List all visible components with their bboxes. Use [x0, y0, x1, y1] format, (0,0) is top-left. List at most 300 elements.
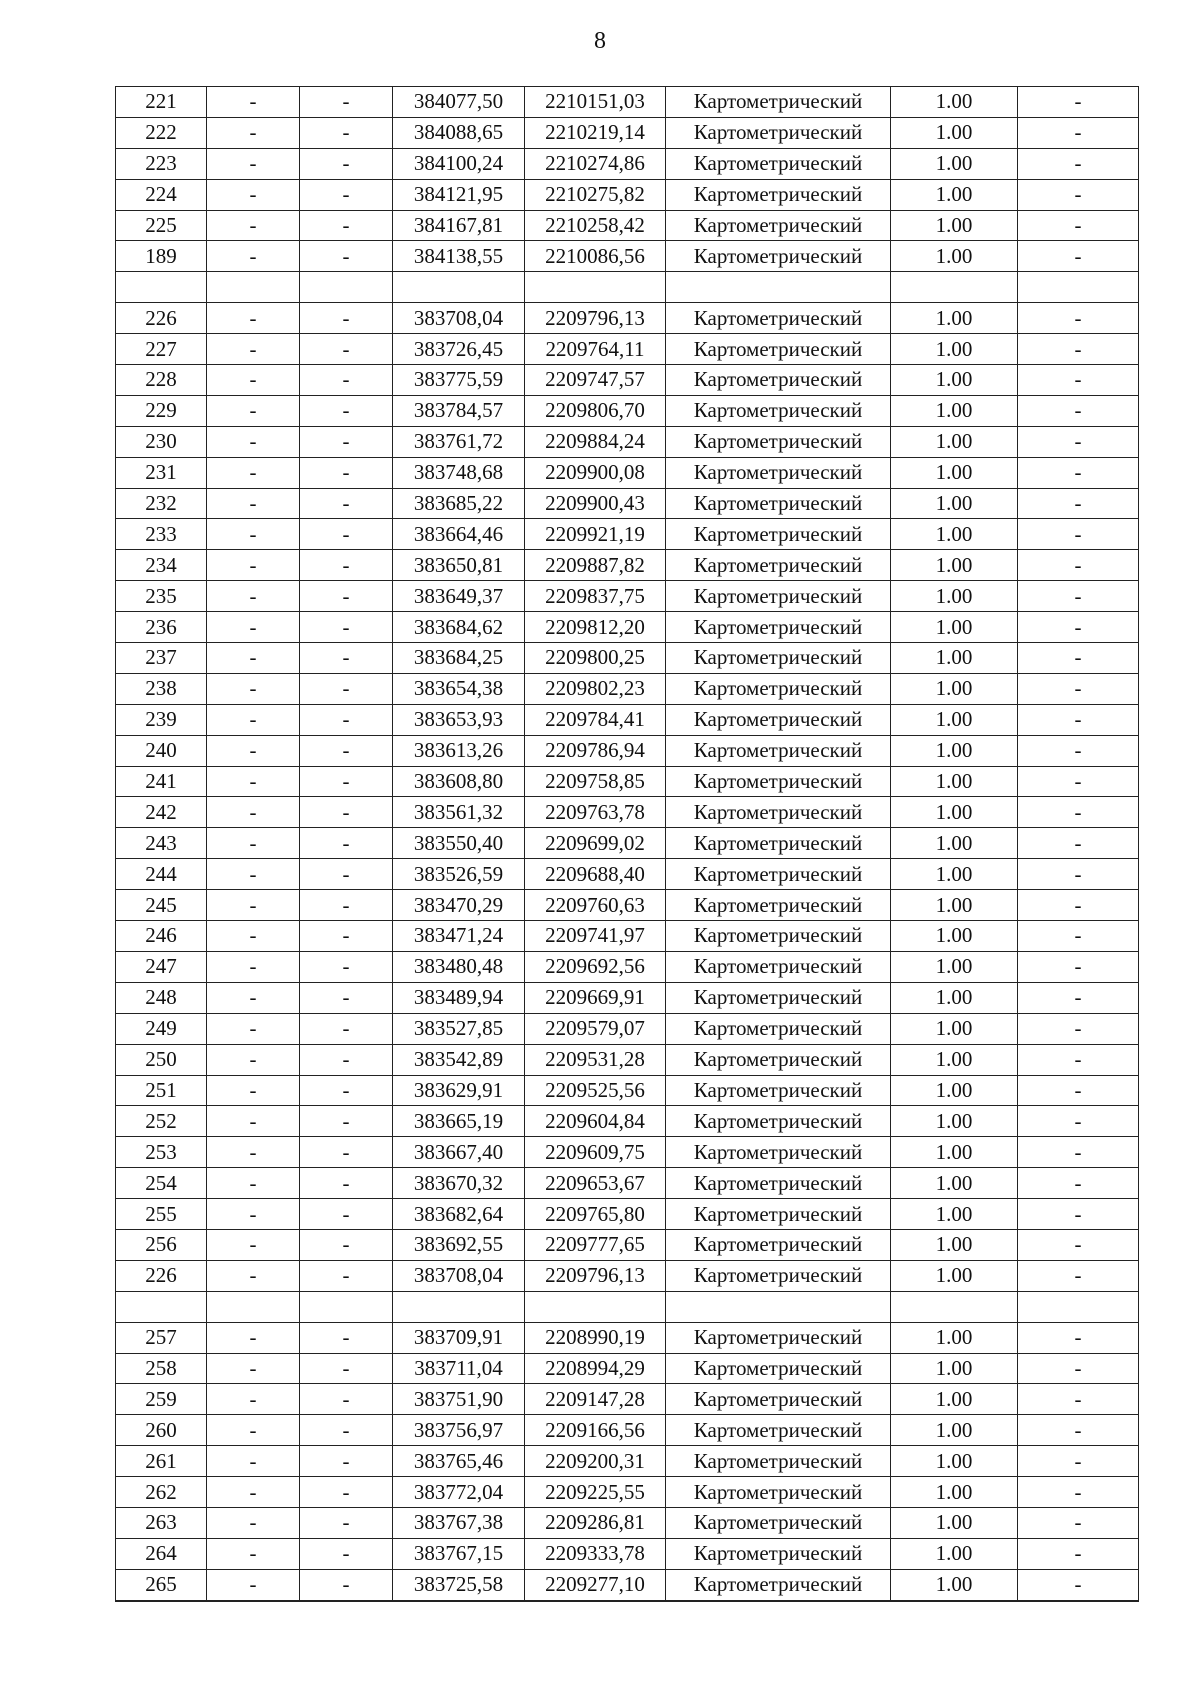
note-cell: - [1018, 828, 1139, 859]
point-number-cell: 250 [116, 1044, 207, 1075]
table-row [116, 643, 1139, 674]
note-cell: - [1018, 951, 1139, 982]
y-coordinate-cell: 2209147,28 [525, 1384, 666, 1415]
y-coordinate-cell: 2209763,78 [525, 797, 666, 828]
x-coordinate-cell: 383684,25 [393, 643, 525, 674]
table-row [116, 1229, 1139, 1260]
method-cell: Картометрический [666, 1013, 891, 1044]
point-number-cell: 260 [116, 1415, 207, 1446]
column-2-cell: - [207, 148, 300, 179]
column-3-cell [300, 272, 393, 303]
method-cell: Картометрический [666, 1384, 891, 1415]
accuracy-cell: 1.00 [891, 1384, 1018, 1415]
column-3-cell: - [300, 1106, 393, 1137]
method-cell: Картометрический [666, 859, 891, 890]
x-coordinate-cell: 384167,81 [393, 210, 525, 241]
y-coordinate-cell: 2209758,85 [525, 766, 666, 797]
y-coordinate-cell: 2209579,07 [525, 1013, 666, 1044]
x-coordinate-cell: 383608,80 [393, 766, 525, 797]
table-row [116, 735, 1139, 766]
accuracy-cell: 1.00 [891, 1229, 1018, 1260]
method-cell: Картометрический [666, 1322, 891, 1353]
note-cell: - [1018, 148, 1139, 179]
method-cell: Картометрический [666, 1260, 891, 1291]
column-2-cell: - [207, 1477, 300, 1508]
column-3-cell: - [300, 921, 393, 952]
note-cell: - [1018, 1538, 1139, 1569]
accuracy-cell: 1.00 [891, 87, 1018, 118]
accuracy-cell: 1.00 [891, 1446, 1018, 1477]
page-number: 8 [594, 28, 606, 54]
column-2-cell: - [207, 1507, 300, 1538]
column-2-cell: - [207, 303, 300, 334]
column-2-cell: - [207, 1260, 300, 1291]
x-coordinate-cell: 384138,55 [393, 241, 525, 272]
x-coordinate-cell [393, 272, 525, 303]
y-coordinate-cell: 2209653,67 [525, 1168, 666, 1199]
accuracy-cell [891, 272, 1018, 303]
y-coordinate-cell: 2209900,43 [525, 488, 666, 519]
column-2-cell: - [207, 1446, 300, 1477]
accuracy-cell: 1.00 [891, 550, 1018, 581]
table-row [116, 395, 1139, 426]
column-2-cell: - [207, 735, 300, 766]
column-2-cell [207, 272, 300, 303]
method-cell: Картометрический [666, 148, 891, 179]
x-coordinate-cell: 383711,04 [393, 1353, 525, 1384]
method-cell: Картометрический [666, 1538, 891, 1569]
point-number-cell: 238 [116, 673, 207, 704]
column-3-cell: - [300, 395, 393, 426]
accuracy-cell: 1.00 [891, 148, 1018, 179]
column-3-cell: - [300, 1446, 393, 1477]
column-3-cell: - [300, 704, 393, 735]
accuracy-cell: 1.00 [891, 766, 1018, 797]
x-coordinate-cell: 384100,24 [393, 148, 525, 179]
y-coordinate-cell [525, 272, 666, 303]
point-number-cell: 235 [116, 581, 207, 612]
accuracy-cell: 1.00 [891, 457, 1018, 488]
method-cell: Картометрический [666, 921, 891, 952]
column-3-cell: - [300, 519, 393, 550]
method-cell: Картометрический [666, 1353, 891, 1384]
column-3-cell: - [300, 334, 393, 365]
column-2-cell: - [207, 1044, 300, 1075]
x-coordinate-cell: 383527,85 [393, 1013, 525, 1044]
column-3-cell: - [300, 1229, 393, 1260]
column-2-cell: - [207, 982, 300, 1013]
method-cell: Картометрический [666, 457, 891, 488]
table-row [116, 519, 1139, 550]
point-number-cell: 248 [116, 982, 207, 1013]
method-cell: Картометрический [666, 581, 891, 612]
column-3-cell: - [300, 1353, 393, 1384]
separator-row [116, 1291, 1139, 1322]
table-row [116, 426, 1139, 457]
y-coordinate-cell: 2208990,19 [525, 1322, 666, 1353]
point-number-cell: 255 [116, 1199, 207, 1230]
x-coordinate-cell: 383526,59 [393, 859, 525, 890]
note-cell: - [1018, 643, 1139, 674]
table-row [116, 117, 1139, 148]
y-coordinate-cell: 2209531,28 [525, 1044, 666, 1075]
column-3-cell: - [300, 890, 393, 921]
note-cell [1018, 272, 1139, 303]
point-number-cell: 243 [116, 828, 207, 859]
table-row [116, 612, 1139, 643]
x-coordinate-cell: 383489,94 [393, 982, 525, 1013]
column-3-cell: - [300, 87, 393, 118]
column-3-cell: - [300, 1477, 393, 1508]
column-2-cell: - [207, 766, 300, 797]
accuracy-cell: 1.00 [891, 1168, 1018, 1199]
x-coordinate-cell: 383654,38 [393, 673, 525, 704]
x-coordinate-cell: 383756,97 [393, 1415, 525, 1446]
point-number-cell: 245 [116, 890, 207, 921]
x-coordinate-cell: 383550,40 [393, 828, 525, 859]
separator-row [116, 272, 1139, 303]
column-2-cell: - [207, 612, 300, 643]
column-3-cell: - [300, 1075, 393, 1106]
column-2-cell: - [207, 643, 300, 674]
note-cell: - [1018, 581, 1139, 612]
note-cell: - [1018, 426, 1139, 457]
column-3-cell: - [300, 797, 393, 828]
point-number-cell: 237 [116, 643, 207, 674]
note-cell: - [1018, 982, 1139, 1013]
note-cell: - [1018, 704, 1139, 735]
note-cell: - [1018, 1106, 1139, 1137]
y-coordinate-cell: 2209764,11 [525, 334, 666, 365]
x-coordinate-cell: 383542,89 [393, 1044, 525, 1075]
column-2-cell: - [207, 859, 300, 890]
point-number-cell: 236 [116, 612, 207, 643]
accuracy-cell: 1.00 [891, 1353, 1018, 1384]
column-2-cell: - [207, 365, 300, 396]
table-row [116, 334, 1139, 365]
y-coordinate-cell: 2209887,82 [525, 550, 666, 581]
accuracy-cell: 1.00 [891, 859, 1018, 890]
accuracy-cell [891, 1291, 1018, 1322]
note-cell: - [1018, 1569, 1139, 1600]
note-cell: - [1018, 1168, 1139, 1199]
column-3-cell: - [300, 210, 393, 241]
y-coordinate-cell: 2209699,02 [525, 828, 666, 859]
point-number-cell: 189 [116, 241, 207, 272]
accuracy-cell: 1.00 [891, 643, 1018, 674]
note-cell: - [1018, 673, 1139, 704]
table-row [116, 241, 1139, 272]
x-coordinate-cell: 383670,32 [393, 1168, 525, 1199]
point-number-cell: 252 [116, 1106, 207, 1137]
table-row [116, 1137, 1139, 1168]
x-coordinate-cell: 383650,81 [393, 550, 525, 581]
table-row [116, 550, 1139, 581]
accuracy-cell: 1.00 [891, 673, 1018, 704]
accuracy-cell: 1.00 [891, 828, 1018, 859]
coordinates-table [115, 86, 1139, 1602]
accuracy-cell: 1.00 [891, 1106, 1018, 1137]
point-number-cell: 225 [116, 210, 207, 241]
column-3-cell: - [300, 1137, 393, 1168]
point-number-cell: 256 [116, 1229, 207, 1260]
method-cell: Картометрический [666, 890, 891, 921]
table-row [116, 1353, 1139, 1384]
note-cell: - [1018, 1013, 1139, 1044]
method-cell: Картометрический [666, 550, 891, 581]
method-cell: Картометрический [666, 1507, 891, 1538]
point-number-cell: 249 [116, 1013, 207, 1044]
accuracy-cell: 1.00 [891, 1260, 1018, 1291]
note-cell: - [1018, 117, 1139, 148]
note-cell: - [1018, 859, 1139, 890]
y-coordinate-cell: 2209884,24 [525, 426, 666, 457]
point-number-cell: 239 [116, 704, 207, 735]
y-coordinate-cell: 2209777,65 [525, 1229, 666, 1260]
point-number-cell: 253 [116, 1137, 207, 1168]
x-coordinate-cell [393, 1291, 525, 1322]
accuracy-cell: 1.00 [891, 395, 1018, 426]
table-row [116, 859, 1139, 890]
column-3-cell: - [300, 1538, 393, 1569]
table-row [116, 1384, 1139, 1415]
point-number-cell: 227 [116, 334, 207, 365]
note-cell: - [1018, 395, 1139, 426]
x-coordinate-cell: 383726,45 [393, 334, 525, 365]
y-coordinate-cell: 2209784,41 [525, 704, 666, 735]
method-cell: Картометрический [666, 365, 891, 396]
column-3-cell: - [300, 426, 393, 457]
method-cell [666, 1291, 891, 1322]
x-coordinate-cell: 383480,48 [393, 951, 525, 982]
y-coordinate-cell: 2209200,31 [525, 1446, 666, 1477]
y-coordinate-cell: 2209333,78 [525, 1538, 666, 1569]
accuracy-cell: 1.00 [891, 612, 1018, 643]
table-row [116, 1477, 1139, 1508]
y-coordinate-cell: 2210219,14 [525, 117, 666, 148]
point-number-cell: 234 [116, 550, 207, 581]
x-coordinate-cell: 383629,91 [393, 1075, 525, 1106]
note-cell: - [1018, 87, 1139, 118]
table-row [116, 828, 1139, 859]
note-cell: - [1018, 1137, 1139, 1168]
y-coordinate-cell [525, 1291, 666, 1322]
column-2-cell: - [207, 673, 300, 704]
y-coordinate-cell: 2209837,75 [525, 581, 666, 612]
accuracy-cell: 1.00 [891, 241, 1018, 272]
method-cell: Картометрический [666, 982, 891, 1013]
accuracy-cell: 1.00 [891, 704, 1018, 735]
x-coordinate-cell: 383470,29 [393, 890, 525, 921]
table-row [116, 766, 1139, 797]
x-coordinate-cell: 383664,46 [393, 519, 525, 550]
method-cell: Картометрический [666, 303, 891, 334]
method-cell: Картометрический [666, 797, 891, 828]
column-2-cell: - [207, 890, 300, 921]
method-cell: Картометрический [666, 1137, 891, 1168]
x-coordinate-cell: 383748,68 [393, 457, 525, 488]
note-cell: - [1018, 1322, 1139, 1353]
point-number-cell: 241 [116, 766, 207, 797]
y-coordinate-cell: 2209921,19 [525, 519, 666, 550]
point-number-cell: 230 [116, 426, 207, 457]
y-coordinate-cell: 2209688,40 [525, 859, 666, 890]
column-2-cell: - [207, 1415, 300, 1446]
column-3-cell: - [300, 241, 393, 272]
note-cell: - [1018, 1384, 1139, 1415]
method-cell: Картометрический [666, 766, 891, 797]
x-coordinate-cell: 383765,46 [393, 1446, 525, 1477]
note-cell: - [1018, 1353, 1139, 1384]
accuracy-cell: 1.00 [891, 1569, 1018, 1600]
x-coordinate-cell: 383751,90 [393, 1384, 525, 1415]
column-2-cell: - [207, 1168, 300, 1199]
column-3-cell: - [300, 612, 393, 643]
x-coordinate-cell: 383708,04 [393, 303, 525, 334]
accuracy-cell: 1.00 [891, 1415, 1018, 1446]
y-coordinate-cell: 2209806,70 [525, 395, 666, 426]
table-row [116, 1507, 1139, 1538]
table-row [116, 581, 1139, 612]
column-3-cell: - [300, 1044, 393, 1075]
column-2-cell: - [207, 550, 300, 581]
note-cell: - [1018, 241, 1139, 272]
note-cell: - [1018, 365, 1139, 396]
y-coordinate-cell: 2209166,56 [525, 1415, 666, 1446]
column-2-cell: - [207, 1137, 300, 1168]
column-2-cell: - [207, 519, 300, 550]
accuracy-cell: 1.00 [891, 179, 1018, 210]
note-cell: - [1018, 519, 1139, 550]
point-number-cell: 246 [116, 921, 207, 952]
point-number-cell: 263 [116, 1507, 207, 1538]
method-cell [666, 272, 891, 303]
note-cell: - [1018, 1477, 1139, 1508]
method-cell: Картометрический [666, 519, 891, 550]
y-coordinate-cell: 2209609,75 [525, 1137, 666, 1168]
note-cell: - [1018, 1075, 1139, 1106]
table-row [116, 1415, 1139, 1446]
column-3-cell: - [300, 1569, 393, 1600]
method-cell: Картометрический [666, 395, 891, 426]
column-3-cell: - [300, 148, 393, 179]
point-number-cell: 226 [116, 303, 207, 334]
column-2-cell: - [207, 828, 300, 859]
point-number-cell: 229 [116, 395, 207, 426]
table-row [116, 1013, 1139, 1044]
point-number-cell: 242 [116, 797, 207, 828]
note-cell: - [1018, 1260, 1139, 1291]
method-cell: Картометрический [666, 334, 891, 365]
accuracy-cell: 1.00 [891, 982, 1018, 1013]
x-coordinate-cell: 383471,24 [393, 921, 525, 952]
note-cell: - [1018, 1229, 1139, 1260]
method-cell: Картометрический [666, 1168, 891, 1199]
column-2-cell: - [207, 1199, 300, 1230]
y-coordinate-cell: 2209800,25 [525, 643, 666, 674]
note-cell: - [1018, 1415, 1139, 1446]
table-row [116, 1538, 1139, 1569]
method-cell: Картометрический [666, 1446, 891, 1477]
column-3-cell: - [300, 457, 393, 488]
note-cell: - [1018, 210, 1139, 241]
column-2-cell [207, 1291, 300, 1322]
accuracy-cell: 1.00 [891, 426, 1018, 457]
method-cell: Картометрический [666, 673, 891, 704]
accuracy-cell: 1.00 [891, 1075, 1018, 1106]
y-coordinate-cell: 2209741,97 [525, 921, 666, 952]
method-cell: Картометрический [666, 488, 891, 519]
point-number-cell: 259 [116, 1384, 207, 1415]
method-cell: Картометрический [666, 426, 891, 457]
table-row [116, 365, 1139, 396]
note-cell: - [1018, 797, 1139, 828]
point-number-cell: 232 [116, 488, 207, 519]
accuracy-cell: 1.00 [891, 365, 1018, 396]
point-number-cell: 240 [116, 735, 207, 766]
column-3-cell: - [300, 828, 393, 859]
column-3-cell: - [300, 1260, 393, 1291]
column-2-cell: - [207, 1538, 300, 1569]
y-coordinate-cell: 2209812,20 [525, 612, 666, 643]
table-row [116, 982, 1139, 1013]
method-cell: Картометрический [666, 951, 891, 982]
column-2-cell: - [207, 704, 300, 735]
y-coordinate-cell: 2209286,81 [525, 1507, 666, 1538]
column-3-cell: - [300, 673, 393, 704]
point-number-cell: 221 [116, 87, 207, 118]
point-number-cell: 224 [116, 179, 207, 210]
accuracy-cell: 1.00 [891, 519, 1018, 550]
column-2-cell: - [207, 117, 300, 148]
point-number-cell: 233 [116, 519, 207, 550]
x-coordinate-cell: 384088,65 [393, 117, 525, 148]
column-3-cell: - [300, 982, 393, 1013]
column-3-cell: - [300, 951, 393, 982]
table-row [116, 951, 1139, 982]
accuracy-cell: 1.00 [891, 1507, 1018, 1538]
method-cell: Картометрический [666, 828, 891, 859]
table-row [116, 1106, 1139, 1137]
y-coordinate-cell: 2210274,86 [525, 148, 666, 179]
table-row [116, 1569, 1139, 1600]
column-3-cell: - [300, 1384, 393, 1415]
x-coordinate-cell: 383682,64 [393, 1199, 525, 1230]
point-number-cell: 258 [116, 1353, 207, 1384]
x-coordinate-cell: 383767,38 [393, 1507, 525, 1538]
column-2-cell: - [207, 179, 300, 210]
y-coordinate-cell: 2209796,13 [525, 1260, 666, 1291]
x-coordinate-cell: 383725,58 [393, 1569, 525, 1600]
column-2-cell: - [207, 1075, 300, 1106]
column-2-cell: - [207, 457, 300, 488]
method-cell: Картометрический [666, 210, 891, 241]
method-cell: Картометрический [666, 87, 891, 118]
accuracy-cell: 1.00 [891, 334, 1018, 365]
point-number-cell: 223 [116, 148, 207, 179]
point-number-cell [116, 1291, 207, 1322]
y-coordinate-cell: 2210275,82 [525, 179, 666, 210]
x-coordinate-cell: 383561,32 [393, 797, 525, 828]
table-row [116, 303, 1139, 334]
x-coordinate-cell: 383685,22 [393, 488, 525, 519]
column-2-cell: - [207, 797, 300, 828]
x-coordinate-cell: 383613,26 [393, 735, 525, 766]
note-cell: - [1018, 457, 1139, 488]
column-3-cell: - [300, 1415, 393, 1446]
accuracy-cell: 1.00 [891, 1322, 1018, 1353]
column-3-cell: - [300, 179, 393, 210]
